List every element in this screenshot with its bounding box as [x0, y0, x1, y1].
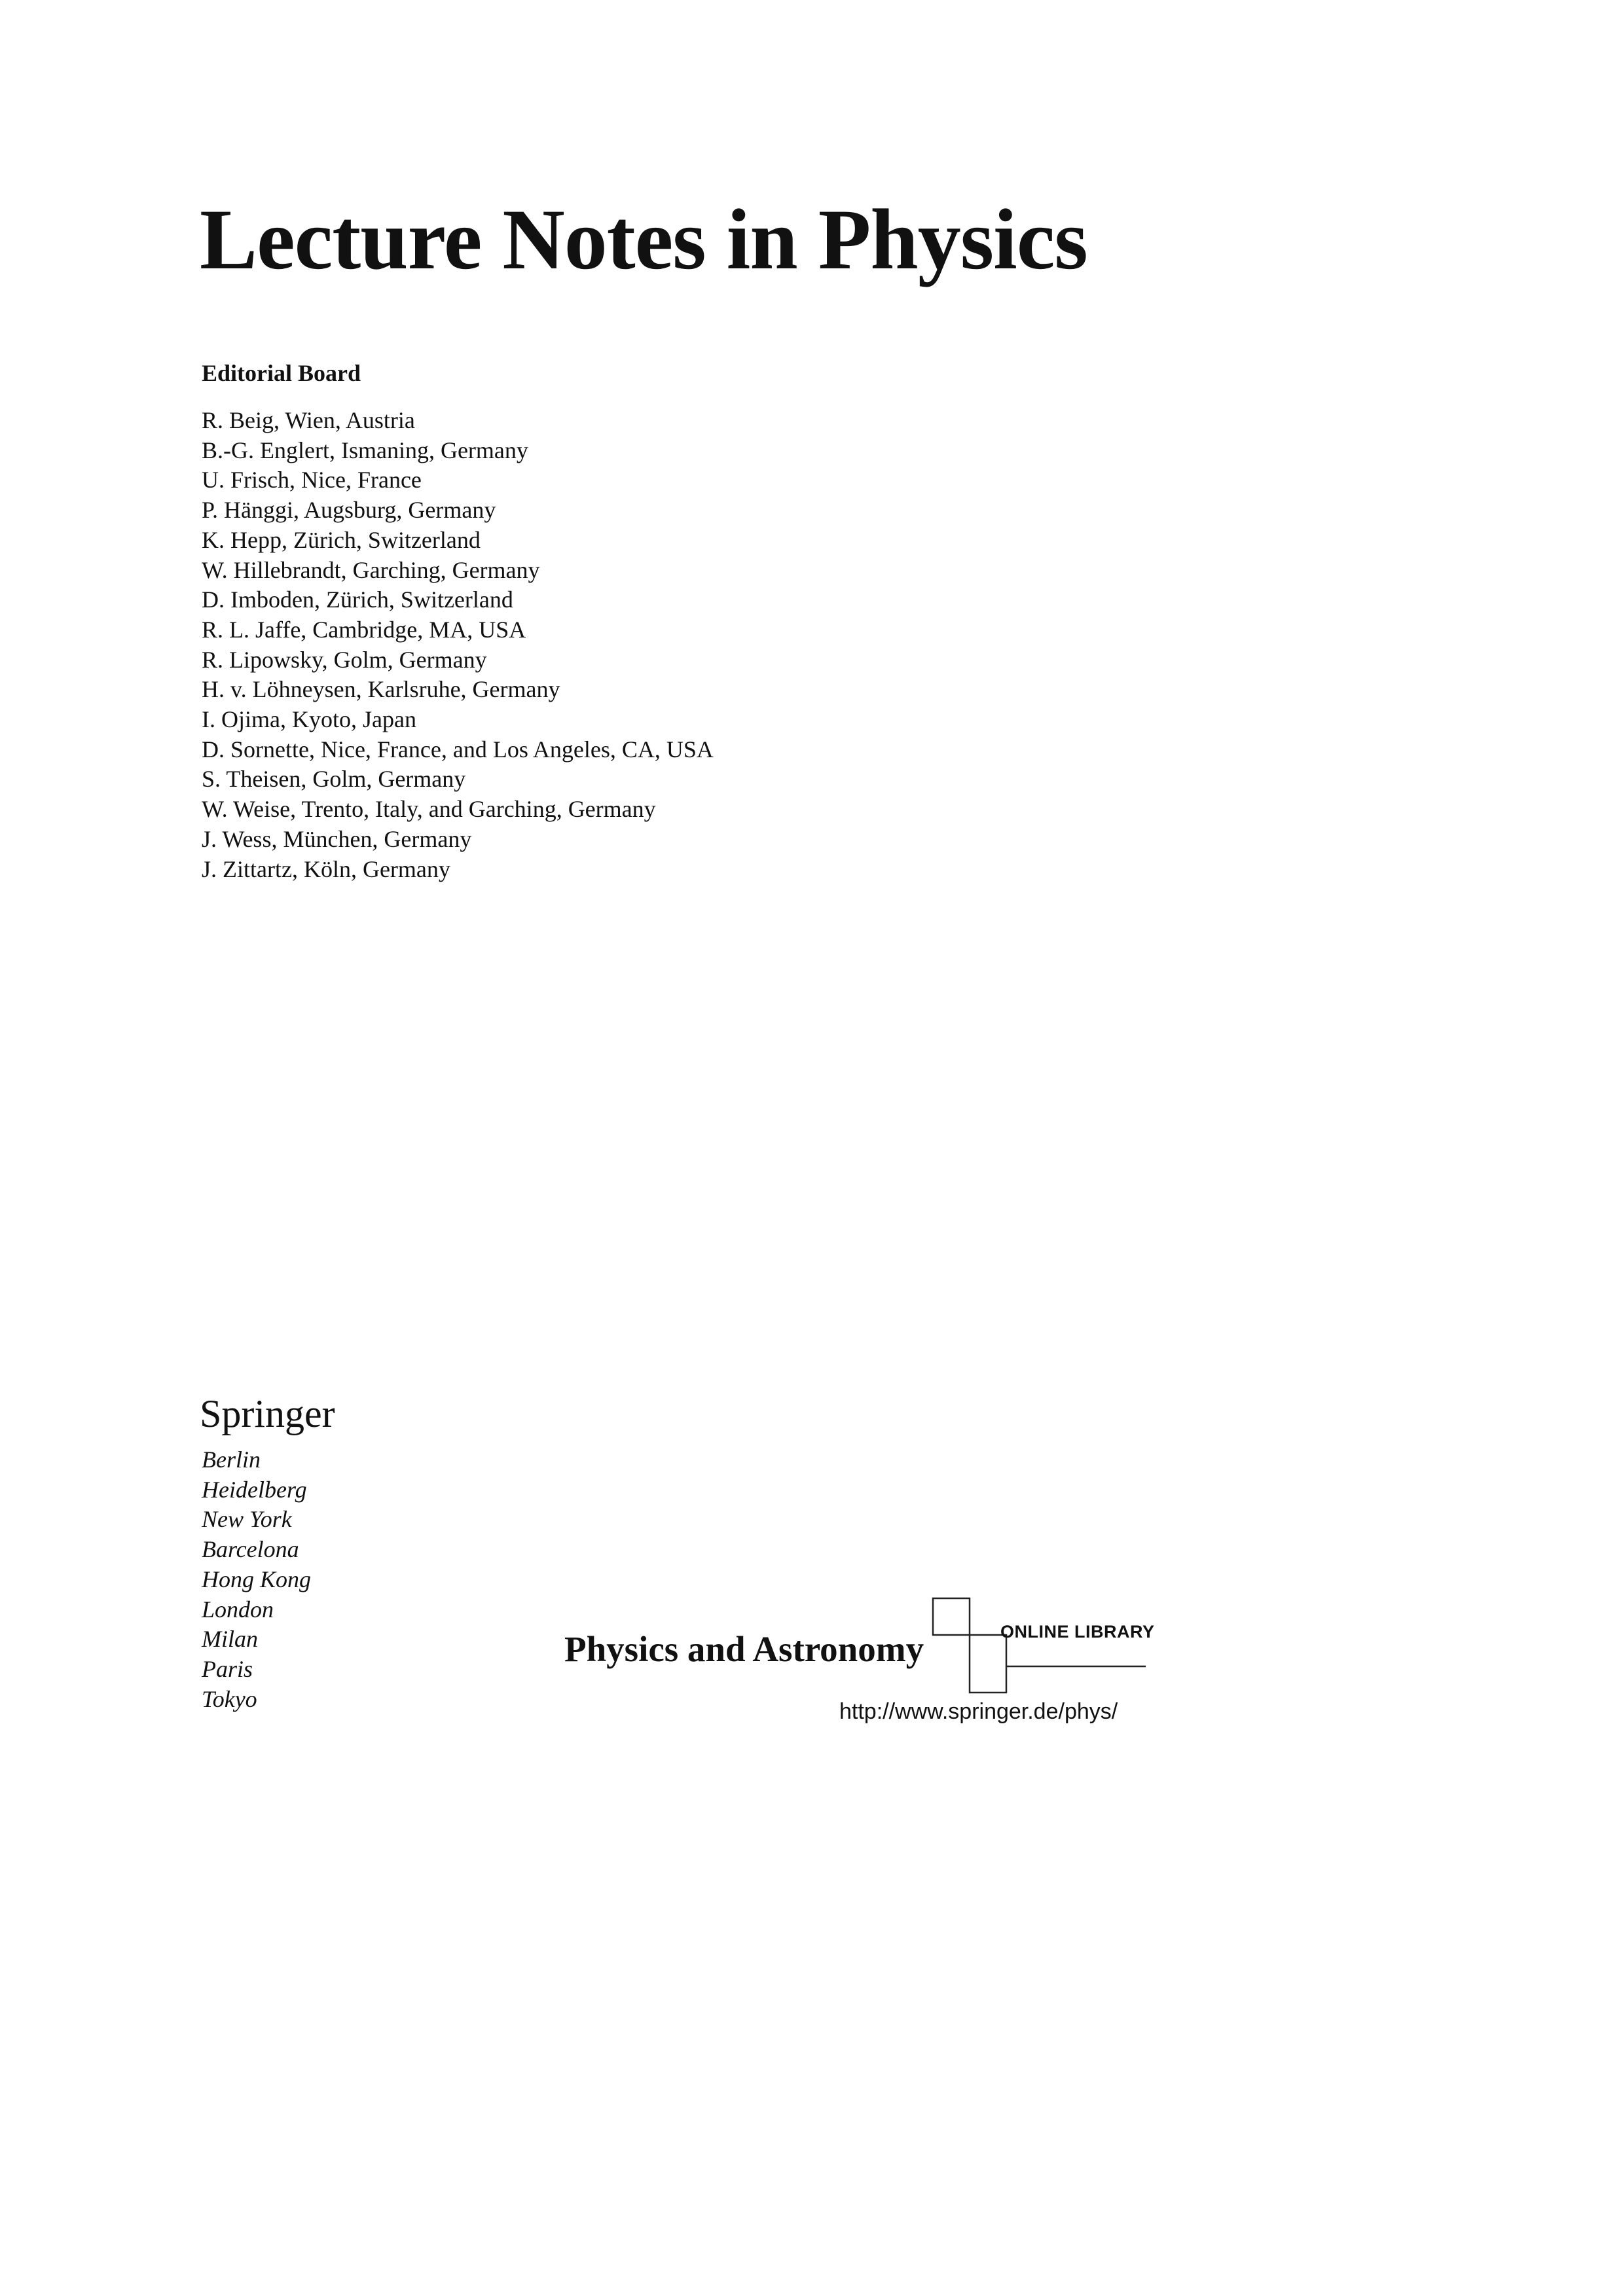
board-member: H. v. Löhneysen, Karlsruhe, Germany	[202, 676, 560, 703]
board-member: B.-G. Englert, Ismaning, Germany	[202, 437, 528, 463]
online-library-label: ONLINE LIBRARY	[1000, 1622, 1155, 1641]
city-item: Tokyo	[202, 1685, 257, 1712]
board-member: P. Hänggi, Augsburg, Germany	[202, 497, 496, 524]
board-member: J. Zittartz, Köln, Germany	[202, 855, 450, 882]
board-member: U. Frisch, Nice, France	[202, 467, 422, 493]
publisher-name: Springer	[200, 1392, 335, 1435]
board-member: R. Beig, Wien, Austria	[202, 407, 415, 433]
online-library-logo-icon	[930, 1597, 1146, 1695]
board-member: R. Lipowsky, Golm, Germany	[202, 646, 487, 673]
board-member: J. Wess, München, Germany	[202, 825, 472, 852]
city-item: Berlin	[202, 1446, 261, 1473]
city-item: London	[202, 1596, 274, 1623]
city-item: Hong Kong	[202, 1566, 312, 1592]
board-member: R. L. Jaffe, Cambridge, MA, USA	[202, 616, 526, 643]
city-item: Heidelberg	[202, 1476, 307, 1503]
board-member: W. Hillebrandt, Garching, Germany	[202, 556, 540, 583]
editorial-board-heading: Editorial Board	[202, 360, 361, 386]
city-item: Paris	[202, 1655, 253, 1682]
publisher-cities	[202, 1445, 311, 1714]
city-item: Barcelona	[202, 1536, 299, 1563]
series-title: Lecture Notes in Physics	[200, 191, 1087, 287]
board-member: D. Sornette, Nice, France, and Los Angeles, CA, USA	[202, 736, 714, 762]
board-member: D. Imboden, Zürich, Switzerland	[202, 586, 513, 613]
board-member: S. Theisen, Golm, Germany	[202, 766, 466, 793]
board-member: I. Ojima, Kyoto, Japan	[202, 706, 416, 733]
editorial-board-list	[202, 406, 714, 884]
city-item: New York	[202, 1506, 292, 1533]
physics-astronomy-title: Physics and Astronomy	[564, 1629, 924, 1669]
city-item: Milan	[202, 1626, 258, 1653]
board-member: W. Weise, Trento, Italy, and Garching, Germany	[202, 796, 656, 823]
website-url[interactable]: http://www.springer.de/phys/	[839, 1699, 1118, 1724]
board-member: K. Hepp, Zürich, Switzerland	[202, 526, 481, 553]
